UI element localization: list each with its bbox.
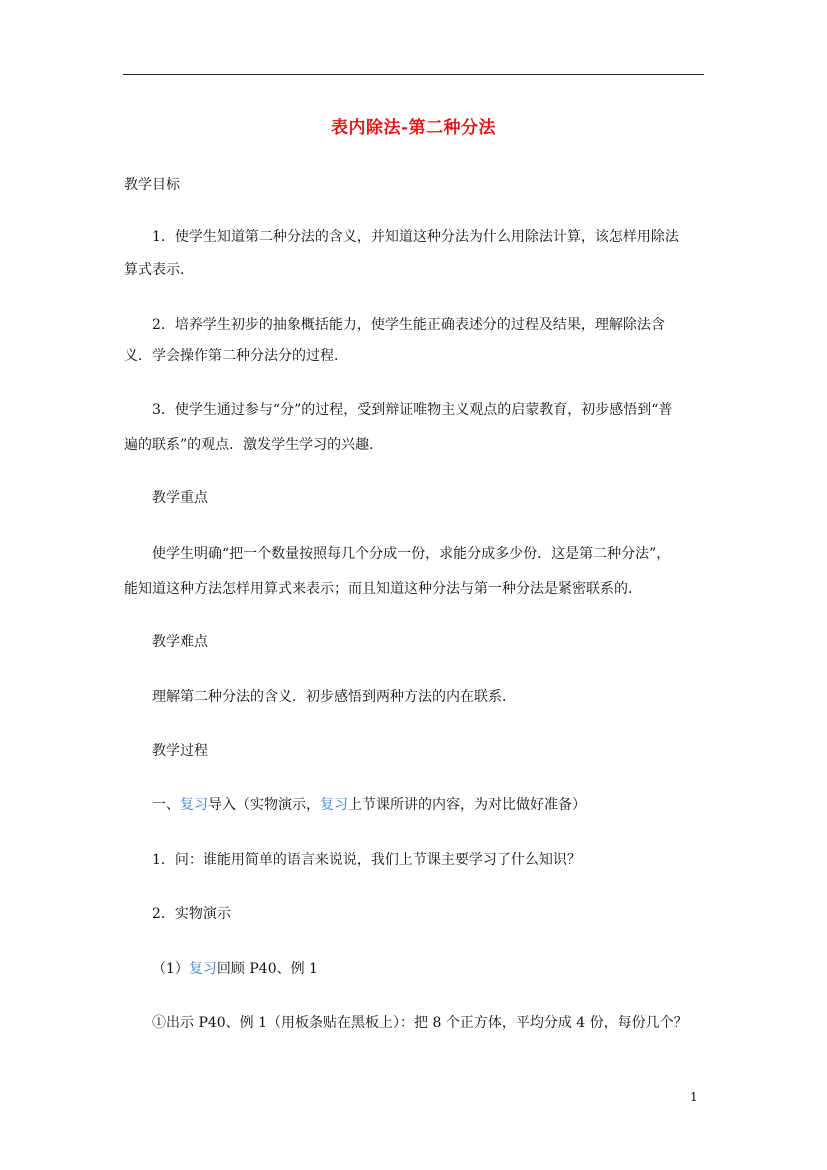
- section-difficulty-heading: 教学难点: [152, 634, 208, 650]
- show-example-1: ①出示 P40、例 1（用板条贴在黑板上）：把 8 个正方体，平均分成 4 份，每份几个？: [152, 1015, 688, 1031]
- objective-3-line-1: 3．使学生通过参与“分”的过程，受到辩证唯物主义观点的启蒙教育，初步感悟到“普: [152, 402, 673, 418]
- header-rule: [123, 74, 704, 75]
- section-focus-heading: 教学重点: [152, 490, 208, 506]
- objective-2-line-1: 2．培养学生初步的抽象概括能力，使学生能正确表述分的过程及结果，理解除法含: [152, 317, 665, 333]
- focus-line-2: 能知道这种方法怎样用算式来表示；而且知道这种分法与第一种分法是紧密联系的．: [124, 581, 642, 597]
- review-link[interactable]: 复习: [188, 961, 217, 977]
- objective-3-line-2: 遍的联系”的观点．激发学生学习的兴趣．: [124, 437, 384, 453]
- document-title: 表内除法-第二种分法: [330, 118, 497, 138]
- objective-2-line-2: 义．学会操作第二种分法分的过程．: [124, 348, 348, 364]
- section-objectives-heading: 教学目标: [124, 177, 180, 193]
- review-link[interactable]: 复习: [320, 797, 348, 813]
- sub-item-1-prefix: （1）: [152, 961, 189, 977]
- question-1: 1．问：谁能用简单的语言来说说，我们上节课主要学习了什么知识？: [152, 852, 581, 868]
- step-1-suffix: 上节课所讲的内容，为对比做好准备）: [348, 797, 586, 813]
- section-process-heading: 教学过程: [152, 743, 208, 759]
- sub-item-1-suffix: 回顾 P40、例 1: [216, 961, 318, 977]
- focus-line-1: 使学生明确“把一个数量按照每几个分成一份，求能分成多少份．这是第二种分法”，: [152, 546, 671, 562]
- sub-item-1: [152, 954, 704, 985]
- step-1-prefix: 一、: [152, 797, 180, 813]
- objective-1-line-2: 算式表示．: [124, 262, 194, 278]
- review-link[interactable]: 复习: [180, 797, 208, 813]
- objective-1-line-1: 1．使学生知道第二种分法的含义，并知道这种分法为什么用除法计算，该怎样用除法: [152, 229, 679, 245]
- step-1-middle: 导入（实物演示，: [208, 797, 320, 813]
- step-1-line: [152, 790, 704, 821]
- difficulty-text: 理解第二种分法的含义．初步感悟到两种方法的内在联系．: [152, 689, 516, 705]
- page-number: 1: [690, 1090, 698, 1104]
- question-2: 2．实物演示: [152, 906, 231, 922]
